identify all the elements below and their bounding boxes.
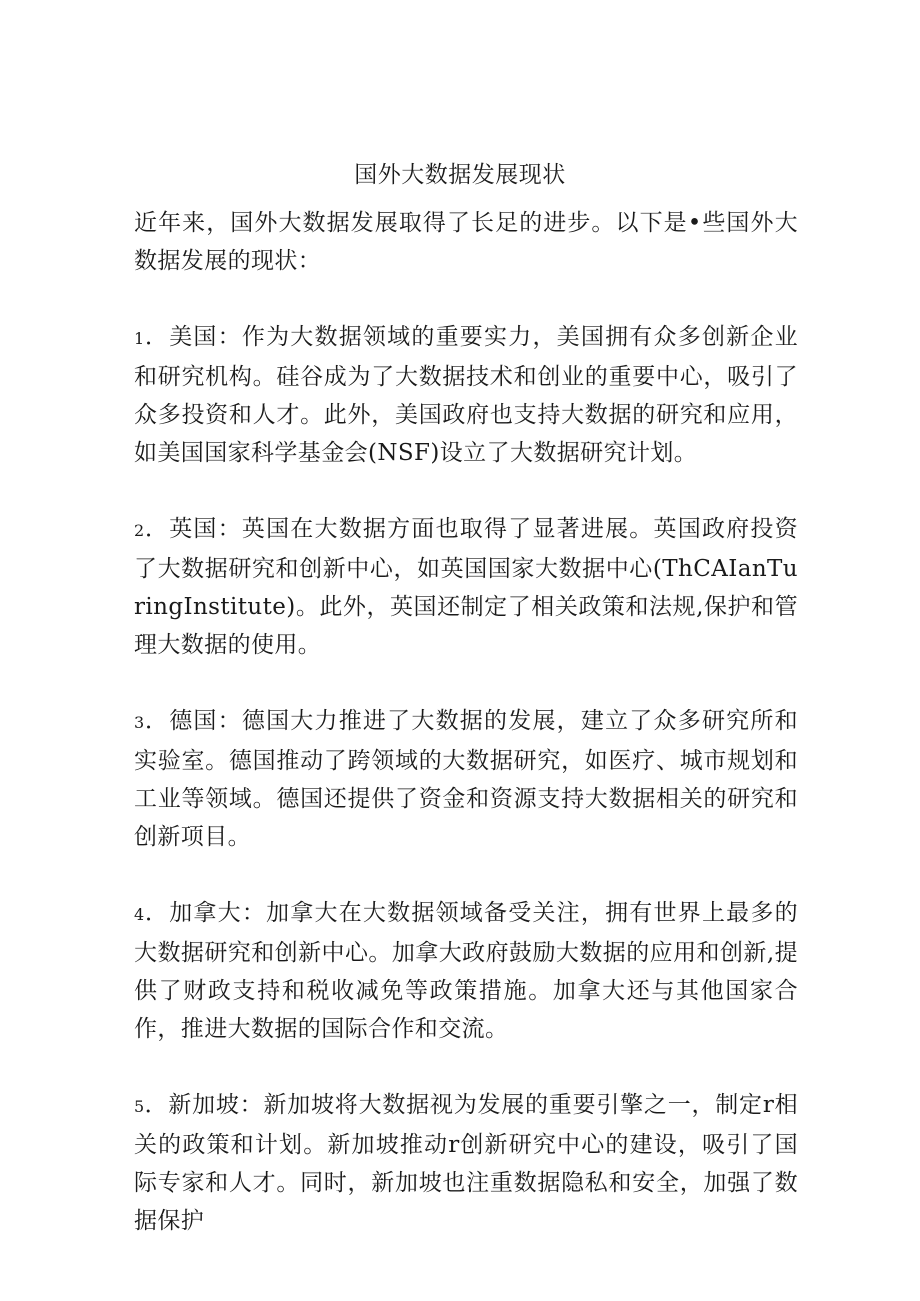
intro-paragraph: 近年来，国外大数据发展取得了长足的进步。以下是•些国外大数据发展的现状： — [134, 210, 798, 274]
section-text: ．加拿大：加拿大在大数据领域备受关注，拥有世界上最多的大数据研究和创新中心。加拿大政府鼓励大数据的应用和创新,提供了财政支持和税收减免等政策措施。加拿大还与其他国家合作，推进大数据的国际合作和交流。 — [134, 900, 798, 1042]
section-number: 3 — [134, 713, 145, 732]
section-canada — [134, 894, 798, 1048]
section-number: 4 — [134, 905, 145, 924]
section-germany — [134, 702, 798, 856]
section-number: 5 — [134, 1097, 145, 1116]
section-uk — [134, 510, 798, 664]
section-text: ．德国：德国大力推进了大数据的发展，建立了众多研究所和实验室。德国推动了跨领域的大数据研究，如医疗、城市规划和工业等领域。德国还提供了资金和资源支持大数据相关的研究和创新项目。 — [134, 708, 798, 850]
section-usa — [134, 318, 798, 472]
section-number: 2 — [134, 521, 145, 540]
section-singapore — [134, 1086, 798, 1240]
section-text: ．新加坡：新加坡将大数据视为发展的重要引擎之一，制定r相关的政策和计划。新加坡推动r创新研究中心的建设，吸引了国际专家和人才。同时，新加坡也注重数据隐私和安全，加强了数据保护 — [134, 1092, 798, 1234]
section-text: ．美国：作为大数据领域的重要实力，美国拥有众多创新企业和研究机构。硅谷成为了大数据技术和创业的重要中心，吸引了众多投资和人才。此外，美国政府也支持大数据的研究和应用，如美国国家科学基金会(NSF)设立了大数据研究计划。 — [134, 324, 798, 466]
section-number: 1 — [134, 329, 145, 348]
document-title: 国外大数据发展现状 — [354, 162, 566, 188]
section-text: ．英国：英国在大数据方面也取得了显著进展。英国政府投资了大数据研究和创新中心，如英国国家大数据中心(ThCAIanTuringInstitute)。此外，英国还制定了相关政策和法规,保护和管理大数据的使用。 — [134, 516, 798, 658]
document-body — [134, 204, 798, 1278]
